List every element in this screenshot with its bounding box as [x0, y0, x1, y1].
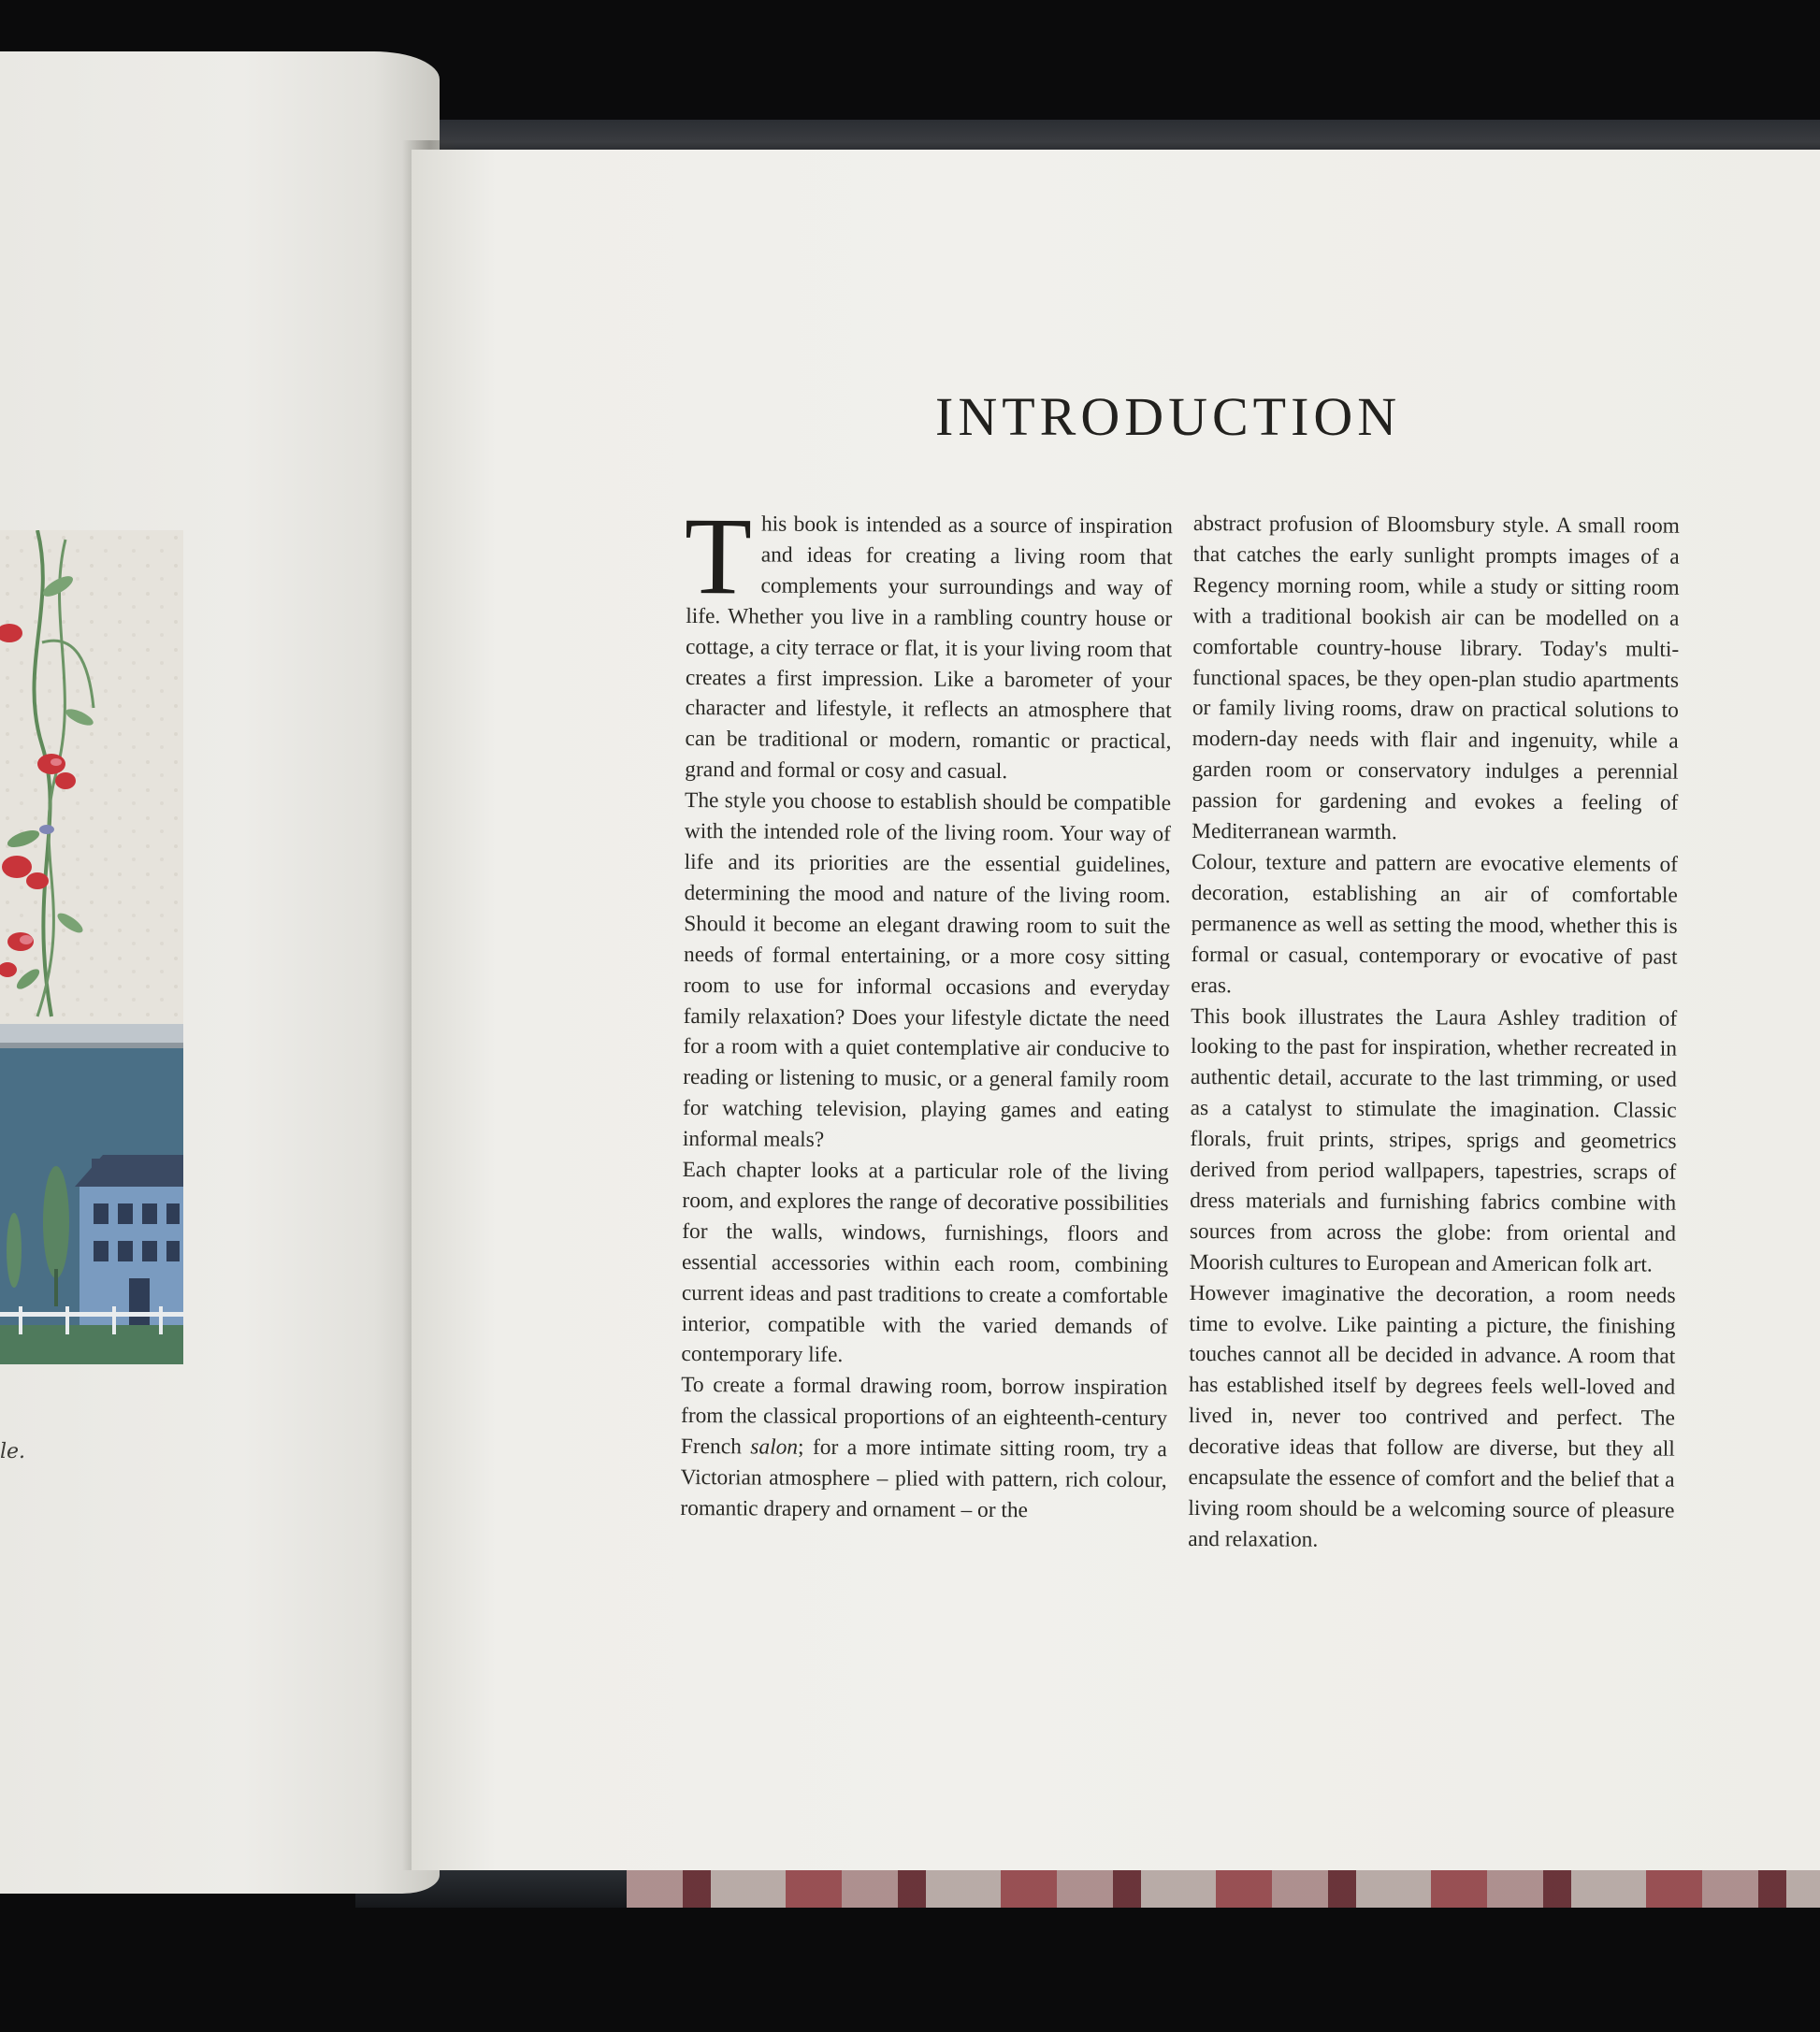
- text-column-left: [680, 494, 1173, 1527]
- paragraph-1: [684, 494, 1173, 788]
- caption-fragment: le.: [0, 1440, 26, 1463]
- paragraph-1-text: his book is intended as a source of inspiration and ideas for creating a living room that complements your surroundings and way of life. Whether you live in a rambling country house or cottage, a city terrace or flat, it is your living room that creates a first impression. Like a barometer of your character and lifestyle, it reflects an atmosphere that can be traditional or modern, romantic or practical, grand and formal or cosy and casual.: [685, 512, 1173, 785]
- paragraph-4-text-a: To create a formal drawing room, borrow inspiration from the classical proportions of an eighteenth-century French: [680, 1373, 1168, 1460]
- left-page: [0, 51, 440, 1894]
- paragraph-4: [680, 1370, 1167, 1527]
- paragraph-3: Each chapter looks at a particular role of the living room, and explores the range of decorative possibilities for the walls, windows, furnishings, floors and essential accessories within each room, combining current ideas and past traditions to create a comfortable interior, compatible with the varied demands of contemporary life.: [681, 1158, 1169, 1368]
- paragraph-2: The style you choose to establish should be compatible with the intended role of the living room. Your way of life and its priorities are the essential guidelines, determining the mood and nature of the living room. Should it become an elegant drawing room to suit the needs of formal entertaining, or a more cosy sitting room to use for informal occasions and everyday family relaxation? Does your lifestyle dictate the need for a room with a quiet contemplative air conducive to reading or listening to music, or a general family room for watching television, playing games and eating informal meals?: [682, 788, 1172, 1153]
- chapter-title: INTRODUCTION: [935, 386, 1402, 447]
- paragraph-5: abstract profusion of Bloomsbury style. A small room that catches the early sunlight prompts images of a Regency morning room, while a study or sitting room with a traditional bookish air can be modelled on a comfortable country-house library. Today's multi-functional spaces, be they open-plan studio apartments or family living rooms, draw on practical solutions to modern-day needs with flair and ingenuity, while a garden room or conservatory indulges a perennial passion for gardening and evokes a feeling of Mediterranean warmth.: [1192, 511, 1680, 845]
- painting-artwork: [0, 530, 183, 1364]
- paragraph-6: Colour, texture and pattern are evocative elements of decoration, establishing an air of comfortable permanence as well as setting the mood, whether this is formal or casual, contemporary or evocative of past eras.: [1191, 849, 1679, 998]
- paragraph-7: This book illustrates the Laura Ashley tradition of looking to the past for inspiration, whether recreated in authentic detail, accurate to the last trimming, or used as a catalyst to stimulate the imagination. Classic florals, fruit prints, stripes, sprigs and geometrics derived from period wallpapers, tapestries, scraps of dress materials and furnishing fabrics combine with sources from across the globe: from oriental and Moorish cultures to European and American folk art.: [1189, 1003, 1678, 1277]
- paragraph-4-text-b: ; for a more intimate sitting room, try a Victorian atmosphere – plied with pattern, rich colour, romantic drapery and ornament – or the: [680, 1434, 1167, 1523]
- paragraph-4-italic: salon: [750, 1434, 799, 1460]
- text-column-right: [1188, 509, 1680, 1558]
- paragraph-8: However imaginative the decoration, a room needs time to evolve. Like painting a picture, the finishing touches cannot all be decided in advance. A room that has established itself by degrees feels well-loved and lived in, never too contrived and perfect. The decorative ideas that follow are diverse, but they all encapsulate the essence of comfort and the belief that a living room should be a welcoming source of pleasure and relaxation.: [1188, 1280, 1676, 1552]
- illustration-painting: [0, 530, 183, 1364]
- drop-cap: T: [684, 494, 753, 618]
